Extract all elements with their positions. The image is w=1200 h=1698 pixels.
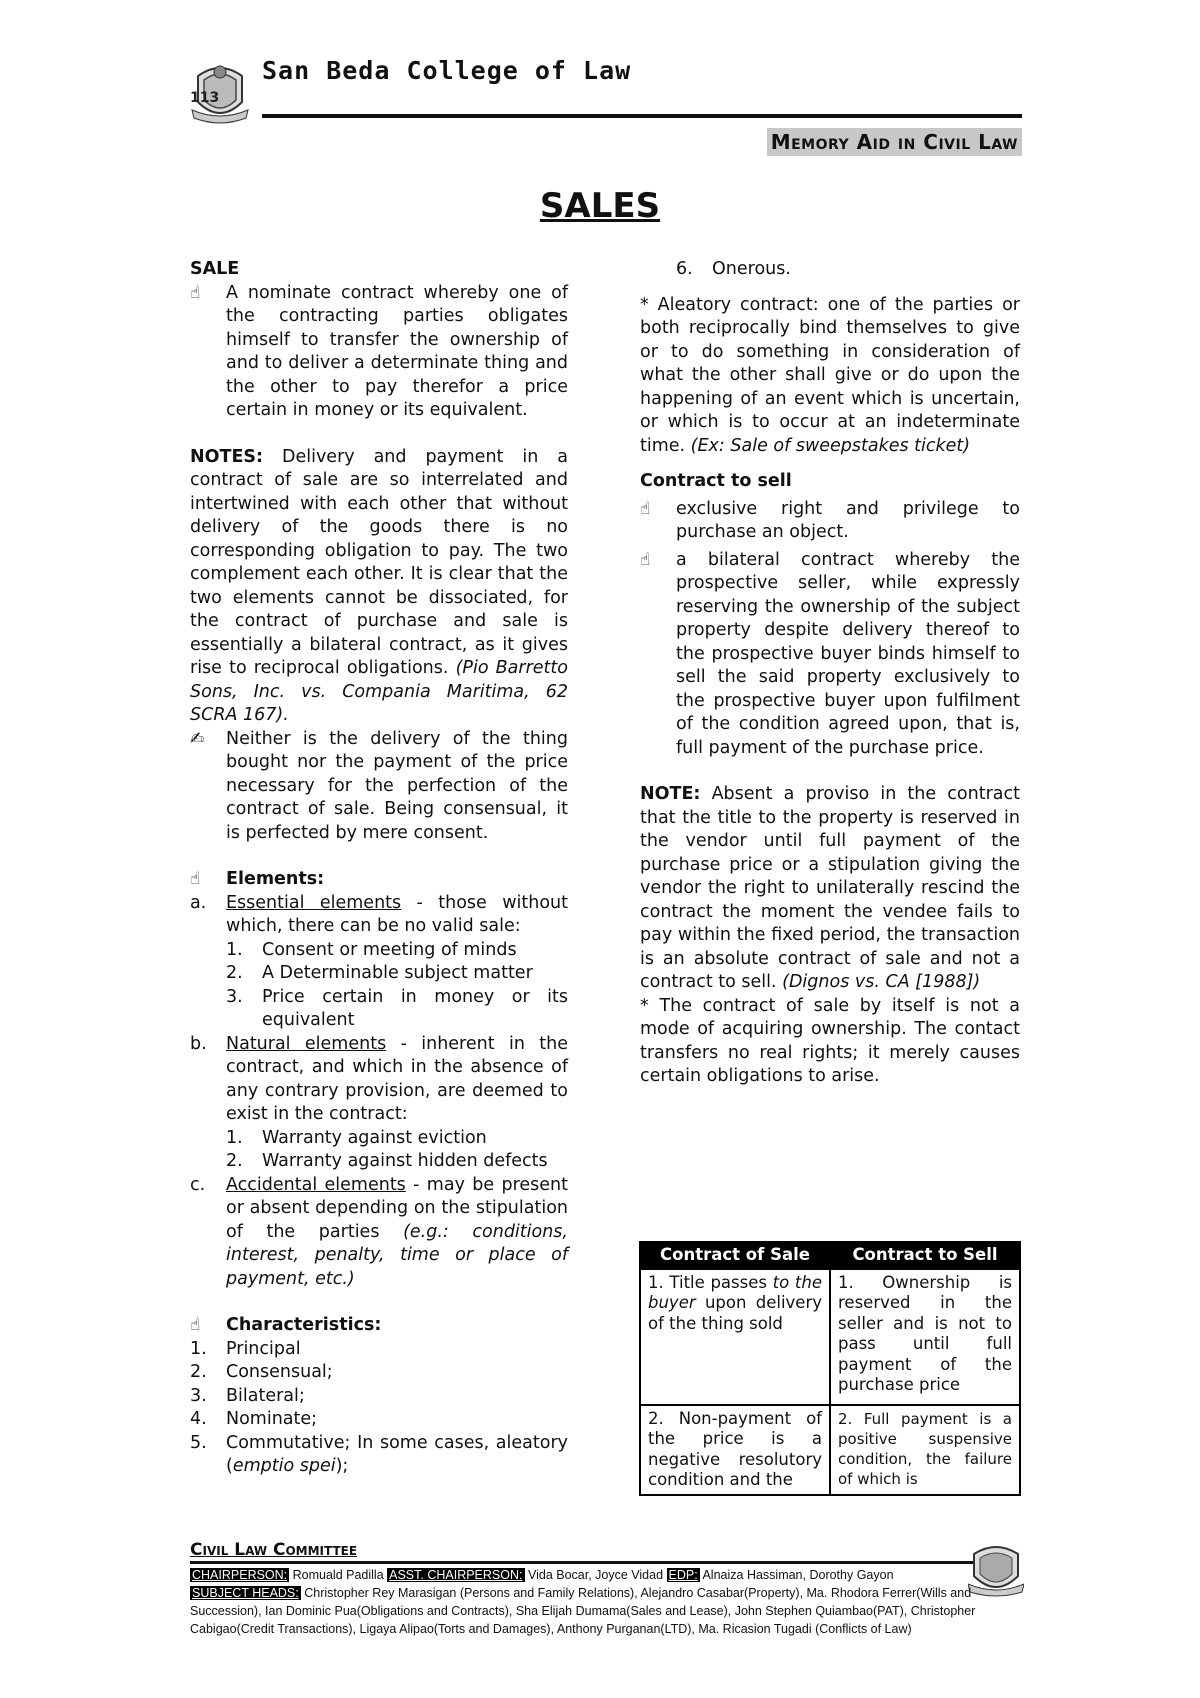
essential-item: 2. A Determinable subject matter xyxy=(226,963,533,983)
essential-item: 3. Price certain in money or its equivalent xyxy=(226,986,568,1030)
essential-item: 1. Consent or meeting of minds xyxy=(226,939,517,960)
footer-rule xyxy=(190,1561,980,1564)
hand-pointer-icon: ☝ xyxy=(640,498,651,519)
characteristic-item: 5. Commutative; In some cases, aleatory (emptio spei); xyxy=(190,1432,568,1476)
neither-note: ✍ Neither is the delivery of the thing bought nor the payment of the price necessary for the perfection of the contract of sale. Being consensual, it is perfected by mere consent. xyxy=(190,728,568,846)
notes-paragraph: NOTES: Delivery and payment in a contract of sale are so interrelated and intertwined with each other that without delivery of the goods there is no corresponding obligation to pay. The two complement each other. It is clear that the two elements cannot be dissociated, for the contract of purchase and sale is essentially a bilateral contract, as it gives rise to reciprocal obligations. (Pio Barretto Sons, Inc. vs. Compania Maritima, 62 SCRA 167). xyxy=(190,446,568,725)
characteristic-item: 3. Bilateral; xyxy=(190,1385,305,1406)
table-row xyxy=(640,1405,1020,1495)
committee-members: CHAIRPERSON: Romuald Padilla ASST. CHAIRPERSON: Vida Bocar, Joyce Vidad EDP: Alnaiza Hassiman, Dorothy Gayon SUBJECT HEADS: Christopher Rey Marasigan (Persons and Family Relations), Alejandro Casabar(Property), Ma. Rhodora Ferrer(Wills and Succession), Ian Dominic Pua(Obligations and Contracts), Sha Elijah Dumama(Sales and Lease), John Stephen Quiambao(PAT), Christopher Cabigao(Credit Transactions), Ligaya Alipao(Torts and Damages), Anthony Purganan(LTD), Ma. Ricasion Tugadi (Conflicts of Law) xyxy=(190,1568,976,1636)
characteristics-heading: ☝ Characteristics: xyxy=(190,1314,568,1338)
sale-heading: SALE xyxy=(190,259,240,279)
writing-hand-icon: ✍ xyxy=(190,728,205,749)
seal-number: 113 xyxy=(190,90,220,106)
left-column xyxy=(190,258,568,1479)
cts-bullet: ☝ exclusive right and privilege to purchase an object. xyxy=(640,498,1020,545)
school-name: San Beda College of Law xyxy=(262,56,632,85)
characteristic-item: 1. Principal xyxy=(190,1338,301,1359)
mode-paragraph: * The contract of sale by itself is not a mode of acquiring ownership. The contact transfers no real rights; it merely causes certain obligations to arise. xyxy=(640,995,1020,1086)
elements-heading: ☝ Elements: xyxy=(190,868,568,892)
characteristic-item: 4. Nominate; xyxy=(190,1409,318,1429)
cts-bullet: ☝ a bilateral contract whereby the prospective seller, while expressly reserving the ownership of the subject property despite delivery thereof to the prospective buyer binds himself to sell the said property exclusively to the prospective buyer upon fulfilment of the condition agreed upon, that is, full payment of the purchase price. xyxy=(640,549,1020,761)
sale-definition: ☝ A nominate contract whereby one of the contracting parties obligates himself to transfer the ownership of and to deliver a determinate thing and the other to pay therefor a price certain in money or its equivalent. xyxy=(190,282,568,423)
table-cell: 2. Full payment is a positive suspensive condition, the failure of which is xyxy=(830,1405,1020,1495)
natural-item: 2. Warranty against hidden defects xyxy=(226,1151,548,1171)
hand-pointer-icon: ☝ xyxy=(190,282,201,303)
characteristic-item: 2. Consensual; xyxy=(190,1362,333,1382)
document-subtitle: Memory Aid in Civil Law xyxy=(767,128,1022,156)
hand-pointer-icon: ☝ xyxy=(190,1315,201,1335)
essential-elements: a. Essential elements - those without which, there can be no valid sale: xyxy=(190,892,568,936)
table-cell: 2. Non-payment of the price is a negative resolutory condition and the xyxy=(640,1405,830,1495)
characteristic-item: 6. Onerous. xyxy=(676,259,791,279)
natural-elements: b. Natural elements - inherent in the contract, and which in the absence of any contrary provision, are deemed to exist in the contract: xyxy=(190,1033,568,1124)
table-header-sale: Contract of Sale xyxy=(640,1242,830,1269)
natural-item: 1. Warranty against eviction xyxy=(226,1127,487,1148)
page-title: SALES xyxy=(539,186,661,226)
contract-to-sell-heading: Contract to sell xyxy=(640,471,792,491)
committee-title: Civil Law Committee xyxy=(190,1540,358,1560)
accidental-elements: c. Accidental elements - may be present or absent depending on the stipulation of the parties (e.g.: conditions, interest, penalty, time or place of payment, etc.) xyxy=(190,1174,569,1289)
hand-pointer-icon: ☝ xyxy=(640,549,651,570)
note-paragraph: NOTE: Absent a proviso in the contract that the title to the property is reserved in the vendor until full payment of the purchase price or a stipulation giving the vendor the right to unilaterally rescind the contract the moment the vendee fails to pay within the fixed period, the transaction is an absolute contract of sale and not a contract to sell. (Dignos vs. CA [1988]) xyxy=(640,784,1020,992)
aleatory-paragraph: * Aleatory contract: one of the parties or both reciprocally bind themselves to give or to do something in consideration of what the other shall give or do upon the happening of an event which is uncertain, or which is to occur at an indeterminate time. (Ex: Sale of sweepstakes ticket) xyxy=(640,294,1020,456)
table-cell: 1. Ownership is reserved in the seller and is not to pass until full payment of the purchase price xyxy=(830,1269,1020,1405)
right-column xyxy=(640,258,1020,1089)
comparison-table xyxy=(639,1241,1021,1496)
header-rule xyxy=(262,114,1022,118)
table-header-row xyxy=(640,1242,1020,1269)
hand-pointer-icon: ☝ xyxy=(190,869,201,889)
table-row xyxy=(640,1269,1020,1405)
table-header-sell: Contract to Sell xyxy=(830,1242,1020,1269)
table-cell: 1. Title passes to the buyer upon delivery of the thing sold xyxy=(640,1269,830,1405)
